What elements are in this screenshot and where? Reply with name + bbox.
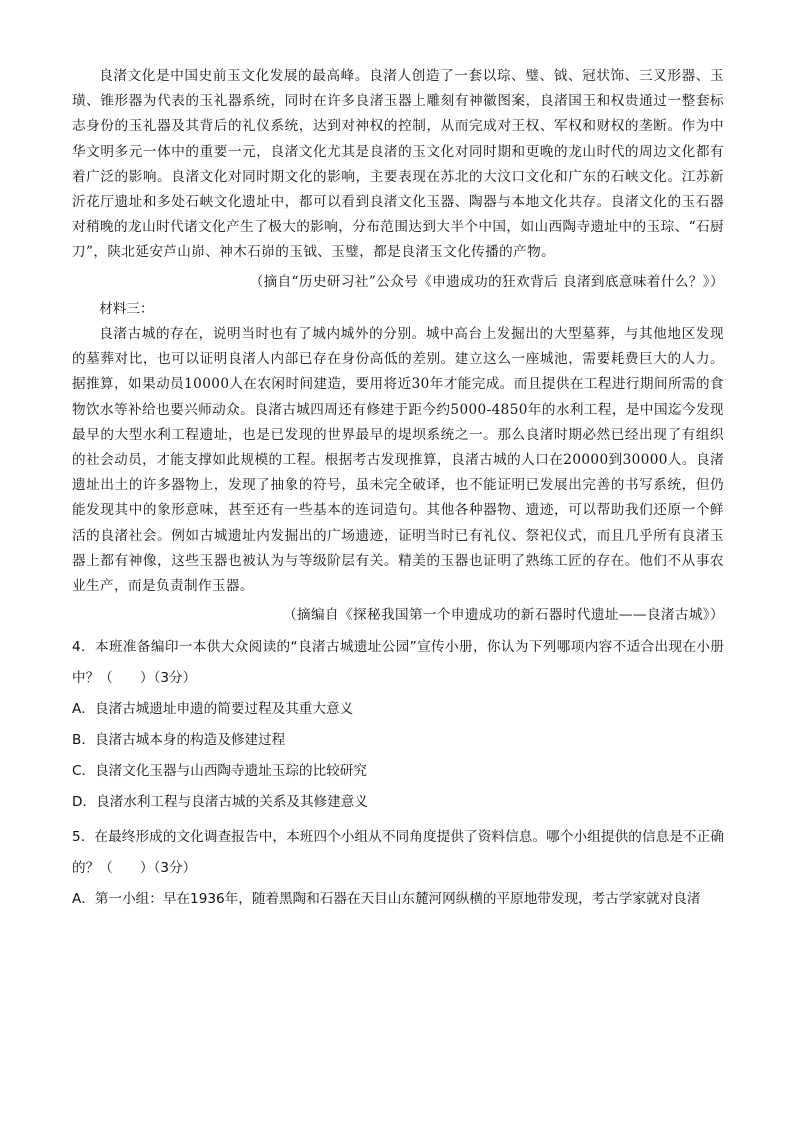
question-4-stem: 4．本班准备编印一本供大众阅读的“良渚古城遗址公园”宣传小册，你认为下列哪项内容不适合出现在小册中？（ ）（3分） (72, 639, 724, 687)
question-5-stem: 5．在最终形成的文化调查报告中，本班四个小组从不同角度提供了资料信息。哪个小组提供的信息是不正确的？（ ）（3分） (72, 829, 724, 877)
passage2-source: （摘自“历史研习社”公众号《申遗成功的狂欢背后 良渚到底意味着什么？》） (249, 273, 724, 290)
passage3-heading: 材料三： (99, 300, 154, 317)
question-4-option-b: B．良渚古城本身的构造及修建过程 (72, 732, 286, 749)
question-4-option-a: A．良渚古城遗址申遗的简要过程及其重大意义 (72, 701, 354, 718)
question-5-option-a: A．第一小组：早在1936年，随着黑陶和石器在天目山东麓河网纵横的平原地带发现，考古学家就对良渚 (72, 891, 701, 908)
passage2-paragraph: 良渚文化是中国史前玉文化发展的最高峰。良渚人创造了一套以琮、璧、钺、冠状饰、三叉形器、玉璜、锥形器为代表的玉礼器系统，同时在许多良渚玉器上雕刻有神徽图案，良渚国王和权贵通过一整套标志身份的玉礼器及其背后的礼仪系统，达到对神权的控制，从而完成对王权、军权和财权的垄断。作为中华文明多元一体中的重要一元，良渚文化尤其是良渚的玉文化对同时期和更晚的龙山时代的周边文化都有着广泛的影响。良渚文化对同时期文化的影响，主要表现在苏北的大汶口文化和广东的石峡文化。江苏新沂花厅遗址和多处石峡文化遗址中，都可以看到良渚文化玉器、陶器与本地文化共存。良渚文化的玉石器对稍晚的龙山时代诸文化产生了极大的影响，分布范围达到大半个中国，如山西陶寺遗址中的玉琮、“石厨刀”，陕北延安芦山峁、神木石峁的玉钺、玉璧，都是良渚玉文化传播的产物。 (72, 68, 724, 261)
passage3-source: （摘编自《探秘我国第一个申遗成功的新石器时代遗址——良渚古城》） (283, 607, 724, 624)
document-page (72, 64, 724, 915)
question-4-option-c: C．良渚文化玉器与山西陶寺遗址玉琮的比较研究 (72, 763, 367, 780)
passage3-paragraph: 良渚古城的存在，说明当时也有了城内城外的分别。城中高台上发掘出的大型墓葬，与其他地区发现的墓葬对比，也可以证明良渚人内部已存在身份高低的差别。建立这么一座城池，需要耗费巨大的人力。据推算，如果动员10000人在农闲时间建造，要用将近30年才能完成。而且提供在工程进行期间所需的食物饮水等补给也要兴师动众。良渚古城四周还有修建于距今约5000-4850年的水利工程，是中国迄今发现最早的大型水利工程遗址，也是已发现的世界最早的堤坝系统之一。那么良渚时期必然已经出现了有组织的社会动员，才能支撑如此规模的工程。根据考古发现推算，良渚古城的人口在20000到30000人。良渚遗址出土的许多器物上，发现了抽象的符号，虽未完全破译，也不能证明已发展出完善的书写系统，但仍能发现其中的象形意味，甚至还有一些基本的连词造句。其他各种器物、遗迹，可以帮助我们还原一个鲜活的良渚社会。例如古城遗址内发掘出的广场遗迹，证明当时已有礼仪、祭祀仪式，而且几乎所有良渚玉器上都有神像，这些玉器也被认为与等级阶层有关。精美的玉器也证明了熟练工匠的存在。他们不从事农业生产，而是负责制作玉器。 (72, 326, 724, 595)
question-4-option-d: D．良渚水利工程与良渚古城的关系及其修建意义 (72, 794, 368, 811)
